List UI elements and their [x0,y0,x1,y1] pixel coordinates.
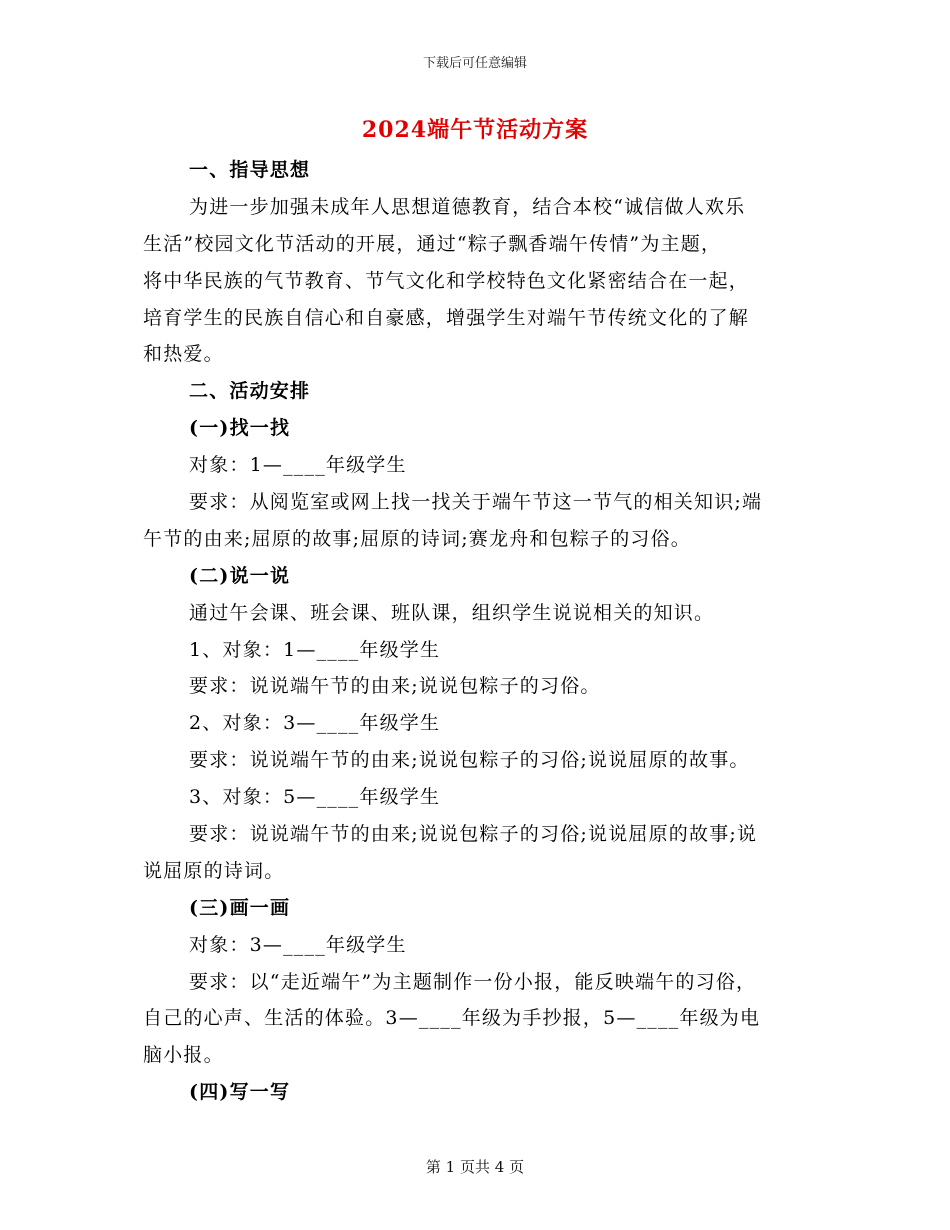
paragraph-line: 培育学生的民族自信心和自豪感，增强学生对端午节传统文化的了解 [143,306,750,329]
paragraph-line: 自己的心声、生活的体验。3—____年级为手抄报，5—____年级为电 [143,1007,761,1030]
paragraph-line: 要求：说说端午节的由来;说说包粽子的习俗;说说屈原的故事;说 [189,823,758,846]
paragraph-line: 要求：从阅览室或网上找一找关于端午节这一节气的相关知识;端 [189,491,763,514]
paragraph-line: 午节的由来;屈原的故事;屈原的诗词;赛龙舟和包粽子的习俗。 [143,527,692,550]
section-heading: (一)找一找 [189,417,291,440]
page-footer: 第 1 页共 4 页 [425,1158,525,1176]
paragraph-line: 2、对象：3—____年级学生 [189,712,441,735]
paragraph-line: 对象：1—____年级学生 [189,454,407,477]
document-body [143,152,808,1111]
paragraph-line: 3、对象：5—____年级学生 [189,786,441,809]
paragraph-line: 1、对象：1—____年级学生 [189,638,441,661]
paragraph-line: 生活”校园文化节活动的开展，通过“粽子飘香端午传情”为主题， [143,232,722,255]
paragraph-line: 为进一步加强未成年人思想道德教育，结合本校“诚信做人欢乐 [189,195,746,218]
paragraph-line: 要求：说说端午节的由来;说说包粽子的习俗;说说屈原的故事。 [189,749,750,772]
document-title: 2024端午节活动方案 [361,117,589,143]
section-heading: (二)说一说 [189,564,291,587]
paragraph-line: 对象：3—____年级学生 [189,933,407,956]
paragraph-line: 要求：以“走近端午”为主题制作一份小报，能反映端午的习俗， [189,970,757,993]
header-note: 下载后可任意编辑 [422,56,527,71]
section-heading: (四)写一写 [189,1081,291,1104]
paragraph-line: 说屈原的诗词。 [143,859,285,882]
paragraph-line: 脑小报。 [143,1044,224,1067]
section-heading: (三)画一画 [189,896,291,919]
paragraph-line: 通过午会课、班会课、班队课，组织学生说说相关的知识。 [189,601,715,624]
paragraph-line: 和热爱。 [143,343,224,366]
section-heading: 二、活动安排 [189,380,311,403]
section-heading: 一、指导思想 [189,159,311,181]
paragraph-line: 要求：说说端午节的由来;说说包粽子的习俗。 [189,675,601,698]
paragraph-line: 将中华民族的气节教育、节气文化和学校特色文化紧密结合在一起， [143,269,750,292]
